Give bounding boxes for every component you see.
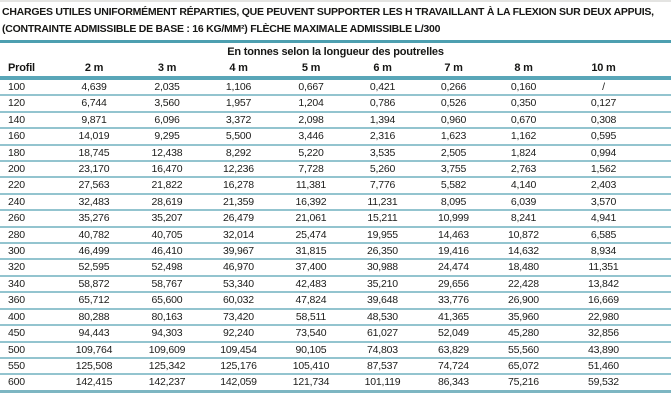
table-row <box>0 95 671 111</box>
table-subtitle: En tonnes selon la longueur des poutrelles <box>227 46 444 58</box>
profil-cell: 220 <box>0 177 56 193</box>
load-value-cell: 16,669 <box>558 292 671 308</box>
table-row <box>0 325 671 341</box>
load-value-cell: 32,856 <box>558 325 671 341</box>
load-value-cell: 109,454 <box>202 342 275 358</box>
load-value-cell: 80,163 <box>132 309 202 325</box>
load-value-cell: 48,530 <box>347 309 418 325</box>
table-row <box>0 259 671 275</box>
load-value-cell: 52,049 <box>418 325 489 341</box>
load-value-cell: 2,098 <box>275 112 347 128</box>
load-value-cell: / <box>558 78 671 95</box>
load-value-cell: 1,957 <box>202 95 275 111</box>
column-header-5m: 5 m <box>275 59 347 78</box>
load-value-cell: 142,059 <box>220 376 257 389</box>
load-value-cell: 2,505 <box>418 145 489 161</box>
profil-cell: 600 <box>8 376 25 389</box>
profil-cell: 160 <box>0 128 56 144</box>
profil-cell: 500 <box>0 342 56 358</box>
load-value-cell: 5,220 <box>275 145 347 161</box>
load-value-cell: 16,278 <box>202 177 275 193</box>
profil-cell: 260 <box>0 210 56 226</box>
load-value-cell: 58,511 <box>275 309 347 325</box>
load-value-cell: 3,570 <box>558 194 671 210</box>
profil-cell: 140 <box>0 112 56 128</box>
load-value-cell: 0,421 <box>347 78 418 95</box>
load-value-cell: 5,260 <box>347 161 418 177</box>
load-value-cell: 92,240 <box>202 325 275 341</box>
load-value-cell: 43,890 <box>558 342 671 358</box>
table-row <box>0 78 671 95</box>
load-value-cell: 19,955 <box>347 227 418 243</box>
load-value-cell: 8,095 <box>418 194 489 210</box>
profil-cell: 180 <box>0 145 56 161</box>
table-row <box>0 194 671 210</box>
load-value-cell: 101,119 <box>364 376 401 389</box>
load-value-cell: 46,970 <box>202 259 275 275</box>
load-value-cell: 5,582 <box>418 177 489 193</box>
load-value-cell: 26,900 <box>489 292 558 308</box>
load-value-cell: 1,562 <box>558 161 671 177</box>
table-row <box>0 210 671 226</box>
load-value-cell: 142,415 <box>75 376 113 389</box>
load-value-cell: 16,470 <box>132 161 202 177</box>
load-value-cell: 0,127 <box>558 95 671 111</box>
load-value-cell: 4,140 <box>489 177 558 193</box>
load-value-cell: 19,416 <box>418 243 489 259</box>
load-value-cell: 0,670 <box>489 112 558 128</box>
column-header-10m: 10 m <box>558 59 671 78</box>
load-value-cell: 46,499 <box>56 243 132 259</box>
load-value-cell: 55,560 <box>489 342 558 358</box>
load-value-cell: 65,072 <box>489 358 558 374</box>
load-value-cell: 142,237 <box>148 376 186 389</box>
load-value-cell: 8,241 <box>489 210 558 226</box>
load-value-cell: 37,400 <box>275 259 347 275</box>
load-value-cell: 15,211 <box>347 210 418 226</box>
load-value-cell: 18,745 <box>56 145 132 161</box>
header-row <box>0 59 671 78</box>
load-value-cell: 74,803 <box>347 342 418 358</box>
load-value-cell: 52,595 <box>56 259 132 275</box>
load-value-cell: 40,782 <box>56 227 132 243</box>
load-value-cell: 24,474 <box>418 259 489 275</box>
load-value-cell: 22,428 <box>489 276 558 292</box>
column-header-4m: 4 m <box>202 59 275 78</box>
profil-cell: 340 <box>0 276 56 292</box>
table-row <box>0 292 671 308</box>
load-value-cell: 0,786 <box>347 95 418 111</box>
load-value-cell: 21,359 <box>202 194 275 210</box>
load-value-cell: 26,350 <box>347 243 418 259</box>
load-value-cell: 109,609 <box>132 342 202 358</box>
load-value-cell: 0,994 <box>558 145 671 161</box>
load-value-cell: 65,600 <box>132 292 202 308</box>
load-value-cell: 3,535 <box>347 145 418 161</box>
table-row <box>0 243 671 259</box>
table-row <box>0 374 671 391</box>
load-value-cell: 125,342 <box>132 358 202 374</box>
load-value-cell: 53,340 <box>202 276 275 292</box>
load-value-cell: 39,967 <box>202 243 275 259</box>
load-value-cell: 31,815 <box>275 243 347 259</box>
load-value-cell: 65,712 <box>56 292 132 308</box>
load-value-cell: 2,403 <box>558 177 671 193</box>
load-value-cell: 25,474 <box>275 227 347 243</box>
load-value-cell: 2,035 <box>132 78 202 95</box>
load-value-cell: 18,480 <box>489 259 558 275</box>
load-value-cell: 74,724 <box>418 358 489 374</box>
load-value-cell: 30,988 <box>347 259 418 275</box>
load-value-cell: 14,463 <box>418 227 489 243</box>
load-value-cell: 73,420 <box>202 309 275 325</box>
load-value-cell: 5,500 <box>202 128 275 144</box>
profil-cell: 280 <box>0 227 56 243</box>
load-value-cell: 11,231 <box>347 194 418 210</box>
table-row <box>0 177 671 193</box>
load-value-cell: 14,632 <box>489 243 558 259</box>
load-value-cell: 12,236 <box>202 161 275 177</box>
load-value-cell: 125,176 <box>202 358 275 374</box>
load-value-cell: 6,744 <box>56 95 132 111</box>
load-value-cell: 0,595 <box>558 128 671 144</box>
profil-cell: 100 <box>0 78 56 95</box>
profil-cell: 300 <box>0 243 56 259</box>
load-value-cell: 35,276 <box>56 210 132 226</box>
load-value-cell: 105,410 <box>275 358 347 374</box>
load-value-cell: 2,763 <box>489 161 558 177</box>
load-value-cell: 80,288 <box>56 309 132 325</box>
load-value-cell: 0,667 <box>275 78 347 95</box>
load-value-cell: 2,316 <box>347 128 418 144</box>
load-value-cell: 3,755 <box>418 161 489 177</box>
load-value-cell: 41,365 <box>418 309 489 325</box>
load-value-cell: 33,776 <box>418 292 489 308</box>
load-value-cell: 1,106 <box>202 78 275 95</box>
table-body <box>0 78 671 391</box>
load-value-cell: 39,648 <box>347 292 418 308</box>
load-value-cell: 73,540 <box>275 325 347 341</box>
load-value-cell: 13,842 <box>558 276 671 292</box>
load-value-cell: 58,767 <box>132 276 202 292</box>
title-line-1: CHARGES UTILES UNIFORMÉMENT RÉPARTIES, QUE PEUVENT SUPPORTER LES H TRAVAILLANT À LA FLEXION SUR DEUX APPUIS, <box>2 6 654 18</box>
load-value-cell: 94,443 <box>56 325 132 341</box>
load-value-cell: 0,960 <box>418 112 489 128</box>
profil-cell: 400 <box>0 309 56 325</box>
table-row <box>0 358 671 374</box>
load-value-cell: 7,728 <box>275 161 347 177</box>
load-value-cell: 3,446 <box>275 128 347 144</box>
load-value-cell: 42,483 <box>275 276 347 292</box>
load-value-cell: 14,019 <box>56 128 132 144</box>
column-header-3m: 3 m <box>132 59 202 78</box>
load-value-cell: 0,266 <box>418 78 489 95</box>
load-value-cell: 6,039 <box>489 194 558 210</box>
load-value-cell: 28,619 <box>132 194 202 210</box>
load-value-cell: 1,623 <box>418 128 489 144</box>
load-value-cell: 10,999 <box>418 210 489 226</box>
profil-cell: 320 <box>0 259 56 275</box>
profil-cell: 120 <box>0 95 56 111</box>
load-value-cell: 3,560 <box>132 95 202 111</box>
load-value-cell: 40,705 <box>132 227 202 243</box>
table-row <box>0 145 671 161</box>
load-value-cell: 10,872 <box>489 227 558 243</box>
load-value-cell: 90,105 <box>275 342 347 358</box>
load-value-cell: 51,460 <box>558 358 671 374</box>
load-value-cell: 35,207 <box>132 210 202 226</box>
load-value-cell: 11,351 <box>558 259 671 275</box>
load-value-cell: 45,280 <box>489 325 558 341</box>
table-row <box>0 161 671 177</box>
divider-band-top <box>0 40 671 43</box>
load-value-cell: 52,498 <box>132 259 202 275</box>
load-value-cell: 6,585 <box>558 227 671 243</box>
load-value-cell: 1,162 <box>489 128 558 144</box>
load-value-cell: 0,526 <box>418 95 489 111</box>
load-value-cell: 87,537 <box>347 358 418 374</box>
table-row <box>0 342 671 358</box>
load-value-cell: 1,394 <box>347 112 418 128</box>
profil-cell: 200 <box>0 161 56 177</box>
load-value-cell: 32,014 <box>202 227 275 243</box>
load-value-cell: 1,204 <box>275 95 347 111</box>
load-value-cell: 6,096 <box>132 112 202 128</box>
table-row <box>0 276 671 292</box>
profil-cell: 550 <box>0 358 56 374</box>
load-value-cell: 29,656 <box>418 276 489 292</box>
table-row <box>0 128 671 144</box>
title-line-2: (CONTRAINTE ADMISSIBLE DE BASE : 16 KG/MM²) FLÈCHE MAXIMALE ADMISSIBLE L/300 <box>2 22 441 35</box>
load-value-cell: 16,392 <box>275 194 347 210</box>
load-value-cell: 7,776 <box>347 177 418 193</box>
load-value-cell: 94,303 <box>132 325 202 341</box>
load-value-cell: 23,170 <box>56 161 132 177</box>
table-row <box>0 227 671 243</box>
load-value-cell: 12,438 <box>132 145 202 161</box>
load-value-cell: 0,160 <box>489 78 558 95</box>
profil-cell: 240 <box>0 194 56 210</box>
table-row <box>0 112 671 128</box>
load-value-cell: 47,824 <box>275 292 347 308</box>
load-value-cell: 46,410 <box>132 243 202 259</box>
load-value-cell: 11,381 <box>275 177 347 193</box>
scan-edge-artifact <box>0 0 671 2</box>
profil-cell: 360 <box>0 292 56 308</box>
table-row <box>0 309 671 325</box>
load-value-cell: 58,872 <box>56 276 132 292</box>
load-value-cell: 21,061 <box>275 210 347 226</box>
load-value-cell: 1,824 <box>489 145 558 161</box>
load-table <box>0 59 671 393</box>
load-value-cell: 4,639 <box>56 78 132 95</box>
load-value-cell: 22,980 <box>558 309 671 325</box>
load-value-cell: 0,350 <box>489 95 558 111</box>
load-value-cell: 21,822 <box>132 177 202 193</box>
load-value-cell: 26,479 <box>202 210 275 226</box>
load-value-cell: 32,483 <box>56 194 132 210</box>
load-value-cell: 3,372 <box>202 112 275 128</box>
column-header-6m: 6 m <box>347 59 418 78</box>
load-value-cell: 75,216 <box>508 376 539 389</box>
load-value-cell: 61,027 <box>347 325 418 341</box>
load-value-cell: 35,960 <box>489 309 558 325</box>
load-value-cell: 9,871 <box>56 112 132 128</box>
column-header-8m: 8 m <box>489 59 558 78</box>
load-value-cell: 121,734 <box>292 376 330 389</box>
load-value-cell: 8,934 <box>558 243 671 259</box>
profil-cell: 450 <box>0 325 56 341</box>
load-value-cell: 109,764 <box>56 342 132 358</box>
load-value-cell: 63,829 <box>418 342 489 358</box>
column-header-profil: Profil <box>0 59 56 78</box>
load-value-cell: 0,308 <box>558 112 671 128</box>
load-value-cell: 9,295 <box>132 128 202 144</box>
load-value-cell: 60,032 <box>202 292 275 308</box>
load-value-cell: 86,343 <box>438 376 469 389</box>
table-title <box>2 4 671 37</box>
load-value-cell: 27,563 <box>56 177 132 193</box>
load-value-cell: 59,532 <box>588 376 619 389</box>
load-value-cell: 4,941 <box>558 210 671 226</box>
column-header-2m: 2 m <box>56 59 132 78</box>
column-header-7m: 7 m <box>418 59 489 78</box>
load-value-cell: 125,508 <box>56 358 132 374</box>
load-value-cell: 8,292 <box>202 145 275 161</box>
load-value-cell: 35,210 <box>347 276 418 292</box>
